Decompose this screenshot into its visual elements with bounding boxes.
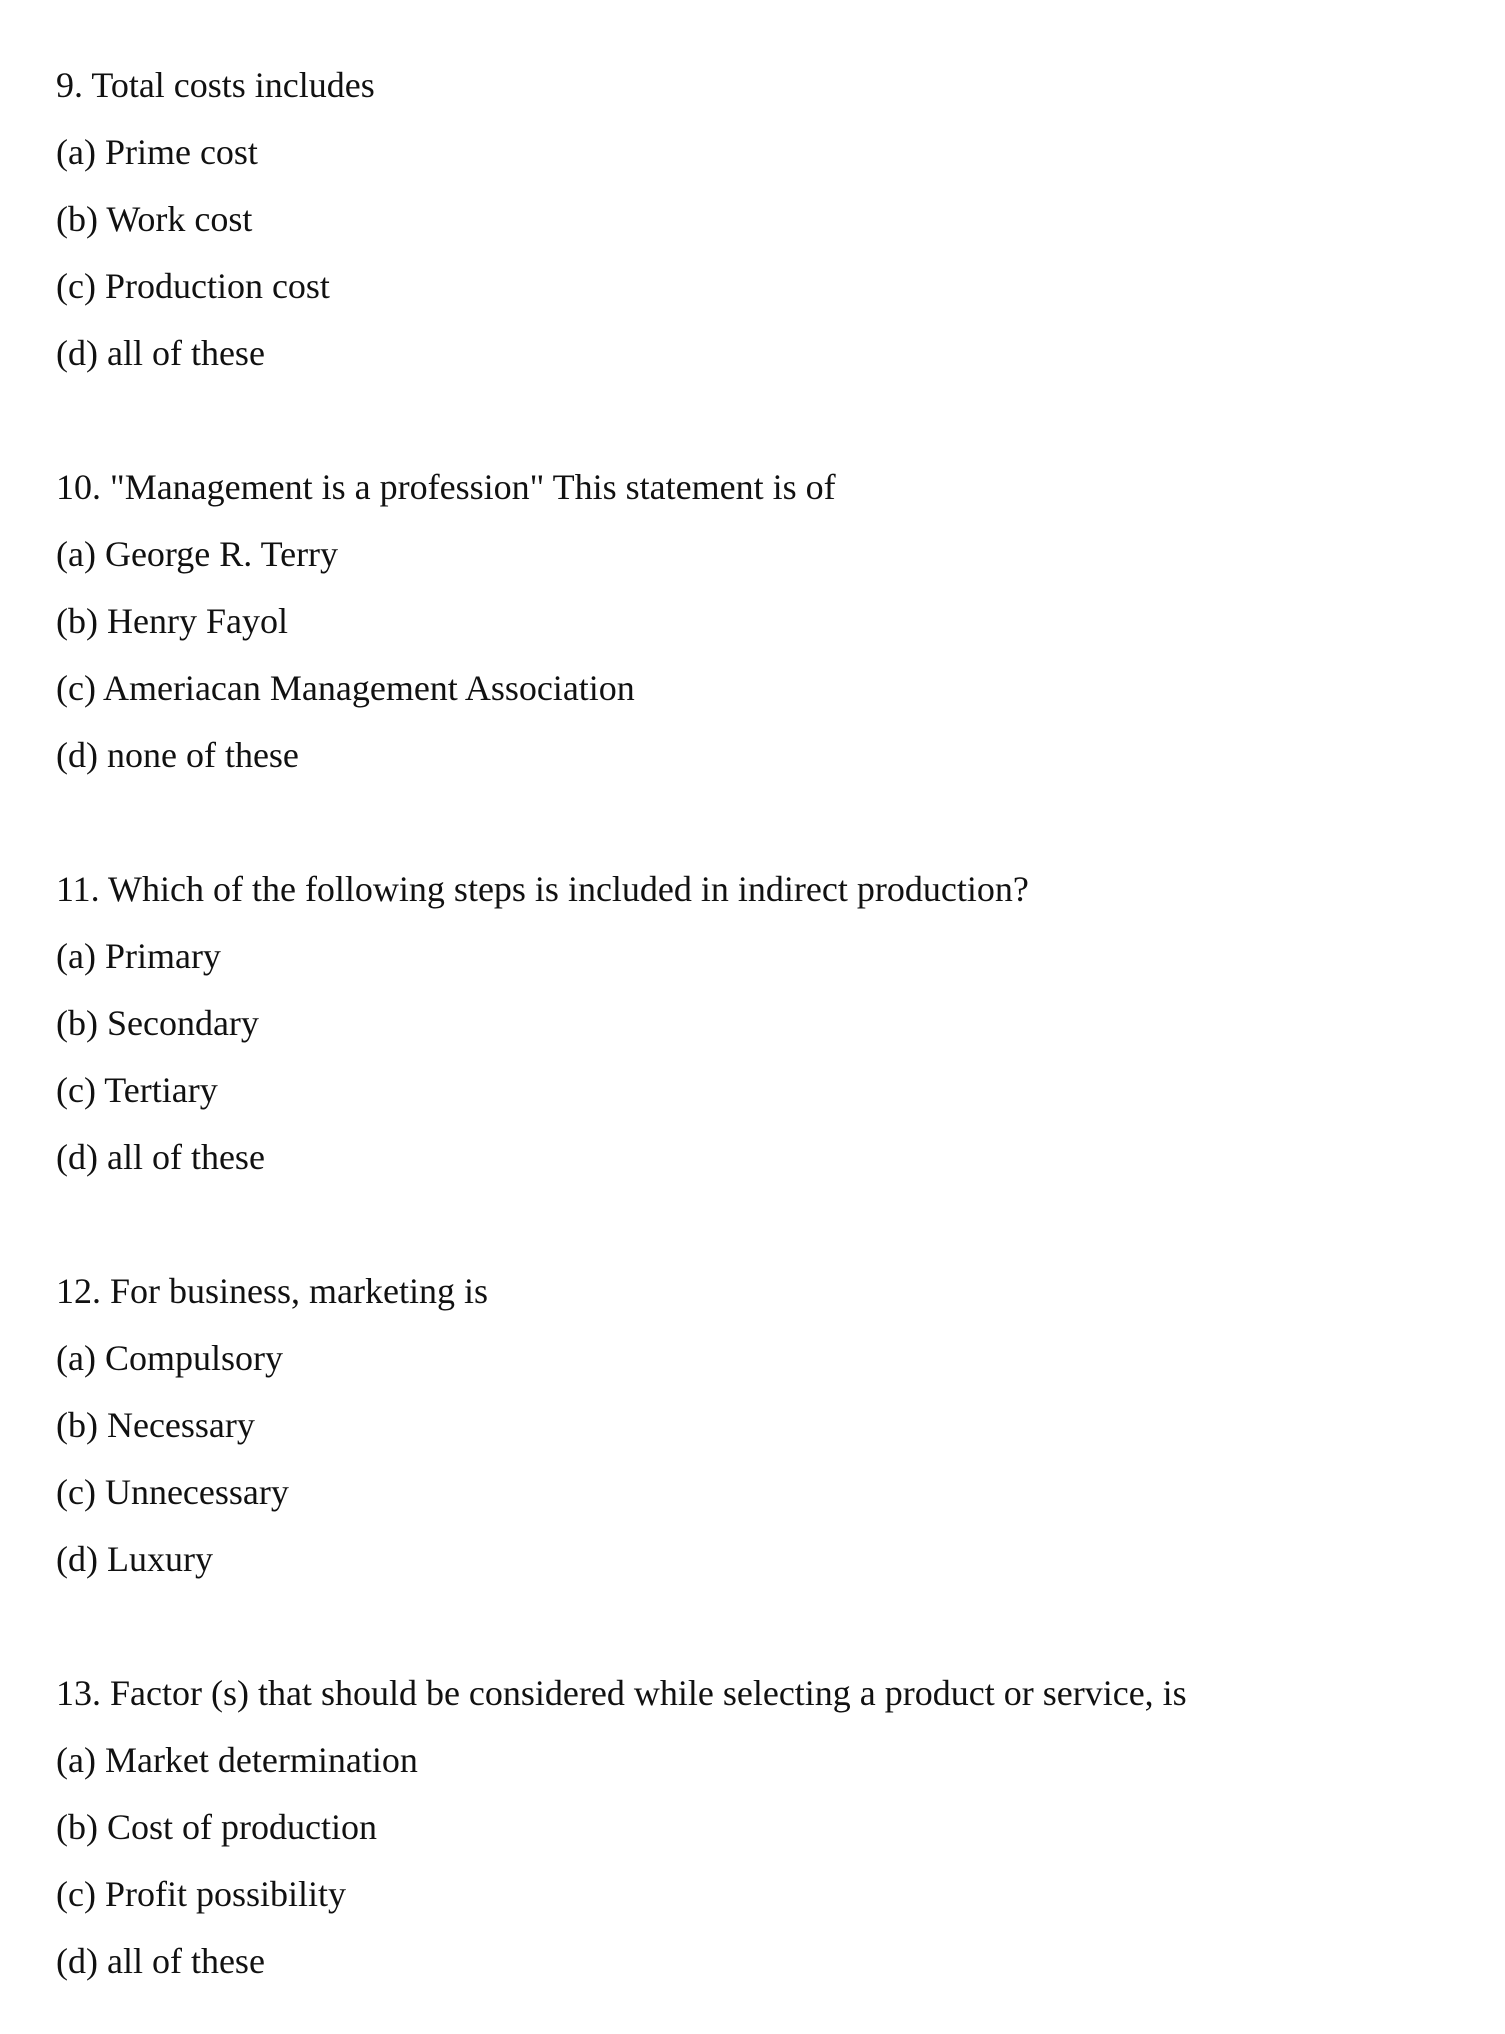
option-a: (a) Compulsory — [56, 1338, 283, 1378]
question-stem: 9. Total costs includes — [56, 65, 375, 105]
option-c: (c) Unnecessary — [56, 1472, 289, 1512]
question-stem: 10. "Management is a profession" This statement is of — [56, 467, 836, 507]
option-c: (c) Profit possibility — [56, 1874, 346, 1914]
option-a: (a) Primary — [56, 936, 221, 976]
option-b: (b) Necessary — [56, 1405, 255, 1445]
option-a: (a) Prime cost — [56, 132, 258, 172]
option-c: (c) Production cost — [56, 266, 330, 306]
option-d: (d) Luxury — [56, 1539, 213, 1579]
option-a: (a) George R. Terry — [56, 534, 339, 574]
option-d: (d) all of these — [56, 1941, 265, 1981]
option-c: (c) Tertiary — [56, 1070, 218, 1110]
question-10 — [56, 454, 1476, 789]
option-b: (b) Work cost — [56, 199, 253, 239]
option-d: (d) none of these — [56, 735, 299, 775]
option-d: (d) all of these — [56, 333, 265, 373]
option-b: (b) Cost of production — [56, 1807, 377, 1847]
question-stem: 12. For business, marketing is — [56, 1271, 488, 1311]
option-a: (a) Market determination — [56, 1740, 418, 1780]
question-9 — [56, 52, 1476, 387]
question-stem: 13. Factor (s) that should be considered while selecting a product or service, is — [56, 1673, 1187, 1713]
option-c: (c) Ameriacan Management Association — [56, 668, 635, 708]
question-13 — [56, 1660, 1476, 1995]
question-12 — [56, 1258, 1476, 1593]
document-page — [56, 52, 1476, 1995]
option-b: (b) Henry Fayol — [56, 601, 288, 641]
option-b: (b) Secondary — [56, 1003, 259, 1043]
question-stem: 11. Which of the following steps is included in indirect production? — [56, 869, 1029, 909]
question-11 — [56, 856, 1476, 1191]
option-d: (d) all of these — [56, 1137, 265, 1177]
